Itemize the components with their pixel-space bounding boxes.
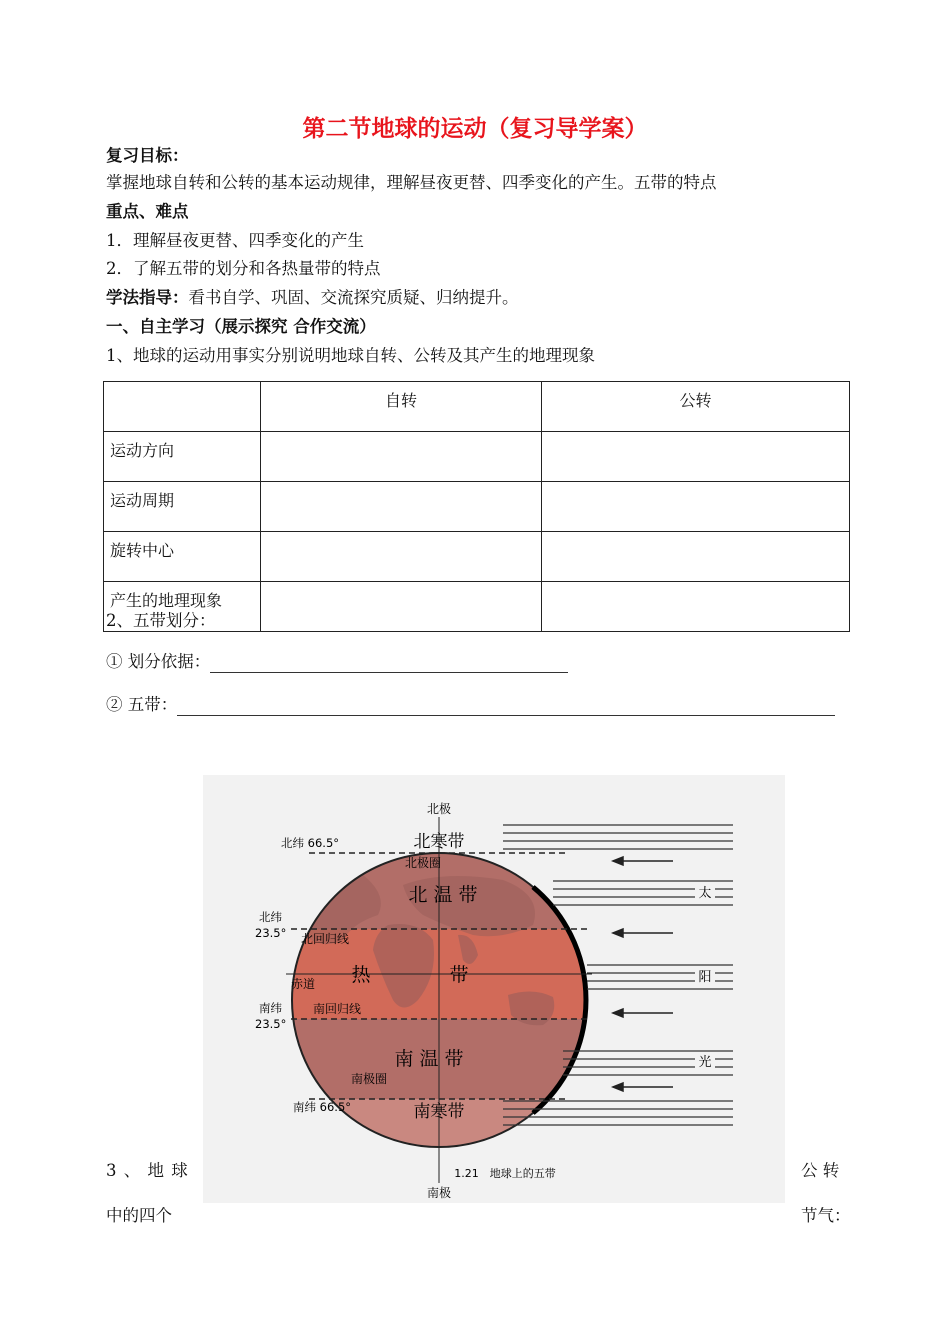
method-heading: 学法指导： [106, 288, 189, 307]
row-label-center: 旋转中心 [104, 532, 261, 582]
question-3-left-2: 中的四个 [106, 1206, 172, 1225]
answer-cell-revolution-phenomena[interactable] [542, 582, 850, 632]
answer-cell-rotation-center[interactable] [261, 532, 542, 582]
lat-23-5-n-label-b: 23.5° [255, 926, 287, 940]
lat-66-5-n-label: 北纬 66.5° [281, 836, 340, 850]
tropic-of-capricorn-label: 南回归线 [313, 1002, 362, 1016]
table-header-blank [104, 382, 261, 432]
key-points-heading: 重点、难点 [106, 202, 189, 221]
zones-label: ② 五带： [106, 695, 178, 714]
five-zones-figure [203, 775, 785, 1203]
answer-cell-revolution-period[interactable] [542, 482, 850, 532]
answer-cell-revolution-center[interactable] [542, 532, 850, 582]
zones-answer-blank[interactable] [177, 699, 835, 716]
north-frigid-zone-label: 北寒带 [413, 832, 465, 852]
torrid-zone-label-a: 热 [351, 964, 371, 986]
north-temperate-zone-label: 北 温 带 [408, 884, 478, 906]
arctic-circle-label: 北极圈 [405, 856, 442, 870]
answer-cell-rotation-direction[interactable] [261, 432, 542, 482]
row-label-period: 运动周期 [104, 482, 261, 532]
figure-caption: 1.21 地球上的五带 [454, 1167, 556, 1180]
answer-cell-rotation-period[interactable] [261, 482, 542, 532]
table-row [104, 482, 850, 532]
antarctic-circle-label: 南极圈 [351, 1072, 388, 1086]
equator-label: 赤道 [291, 977, 316, 991]
sunlight-label-char-3: 光 [698, 1055, 712, 1070]
basis-label: ① 划分依据： [106, 652, 211, 671]
page-title: 第二节地球的运动（复习导学案） [302, 116, 648, 142]
table-header-row [104, 382, 850, 432]
key-point-2: 2．了解五带的划分和各热量带的特点 [106, 259, 381, 278]
table-row [104, 432, 850, 482]
tropic-of-cancer-label: 北回归线 [301, 932, 350, 946]
lat-23-5-n-label-a: 北纬 [259, 910, 282, 924]
question-3-right-2: 节气： [801, 1206, 851, 1225]
question-2-zones-line [106, 694, 835, 716]
table-row [104, 532, 850, 582]
question-2-basis-line [106, 651, 568, 673]
goal-text: 掌握地球自转和公转的基本运动规律，理解昼夜更替、四季变化的产生。五带的特点 [106, 173, 717, 192]
table-header-revolution: 公转 [542, 382, 850, 432]
question-1: 1、地球的运动用事实分别说明地球自转、公转及其产生的地理现象 [106, 346, 595, 365]
torrid-zone-label-b: 带 [449, 964, 469, 986]
answer-cell-revolution-direction[interactable] [542, 432, 850, 482]
sunlight-label-char-2: 阳 [698, 970, 712, 985]
lat-66-5-s-label: 南纬 66.5° [293, 1100, 352, 1114]
key-point-1: 1．理解昼夜更替、四季变化的产生 [106, 231, 364, 250]
answer-cell-rotation-phenomena[interactable] [261, 582, 542, 632]
north-pole-label: 北极 [426, 802, 452, 816]
sunlight-arrows [613, 857, 673, 1091]
basis-answer-blank[interactable] [210, 656, 568, 673]
question-2-heading: 2、五带划分： [106, 611, 216, 630]
goal-heading [106, 145, 189, 167]
south-pole-label: 南极 [426, 1186, 452, 1200]
row-label-phenomena: 产生的地理现象 [104, 582, 261, 632]
south-temperate-zone-label: 南 温 带 [394, 1048, 464, 1070]
question-3-left-1: 3 、 地 球 [106, 1161, 189, 1180]
lat-23-5-s-label-a: 南纬 [259, 1001, 282, 1015]
section1-heading: 一、自主学习（展示探究 合作交流） [106, 317, 376, 336]
goal-heading-text: 复习目标： [106, 146, 189, 165]
rotation-revolution-table [103, 381, 850, 632]
row-label-direction: 运动方向 [104, 432, 261, 482]
method-text: 看书自学、巩固、交流探究质疑、归纳提升。 [188, 288, 519, 307]
table-header-rotation: 自转 [261, 382, 542, 432]
question-3-right-1: 公 转 [801, 1161, 840, 1180]
sunlight-label-char-1: 太 [698, 886, 712, 901]
south-frigid-zone-label: 南寒带 [413, 1102, 465, 1122]
method-line [106, 287, 519, 309]
five-zones-diagram [203, 775, 785, 1203]
lat-23-5-s-label-b: 23.5° [255, 1017, 287, 1031]
